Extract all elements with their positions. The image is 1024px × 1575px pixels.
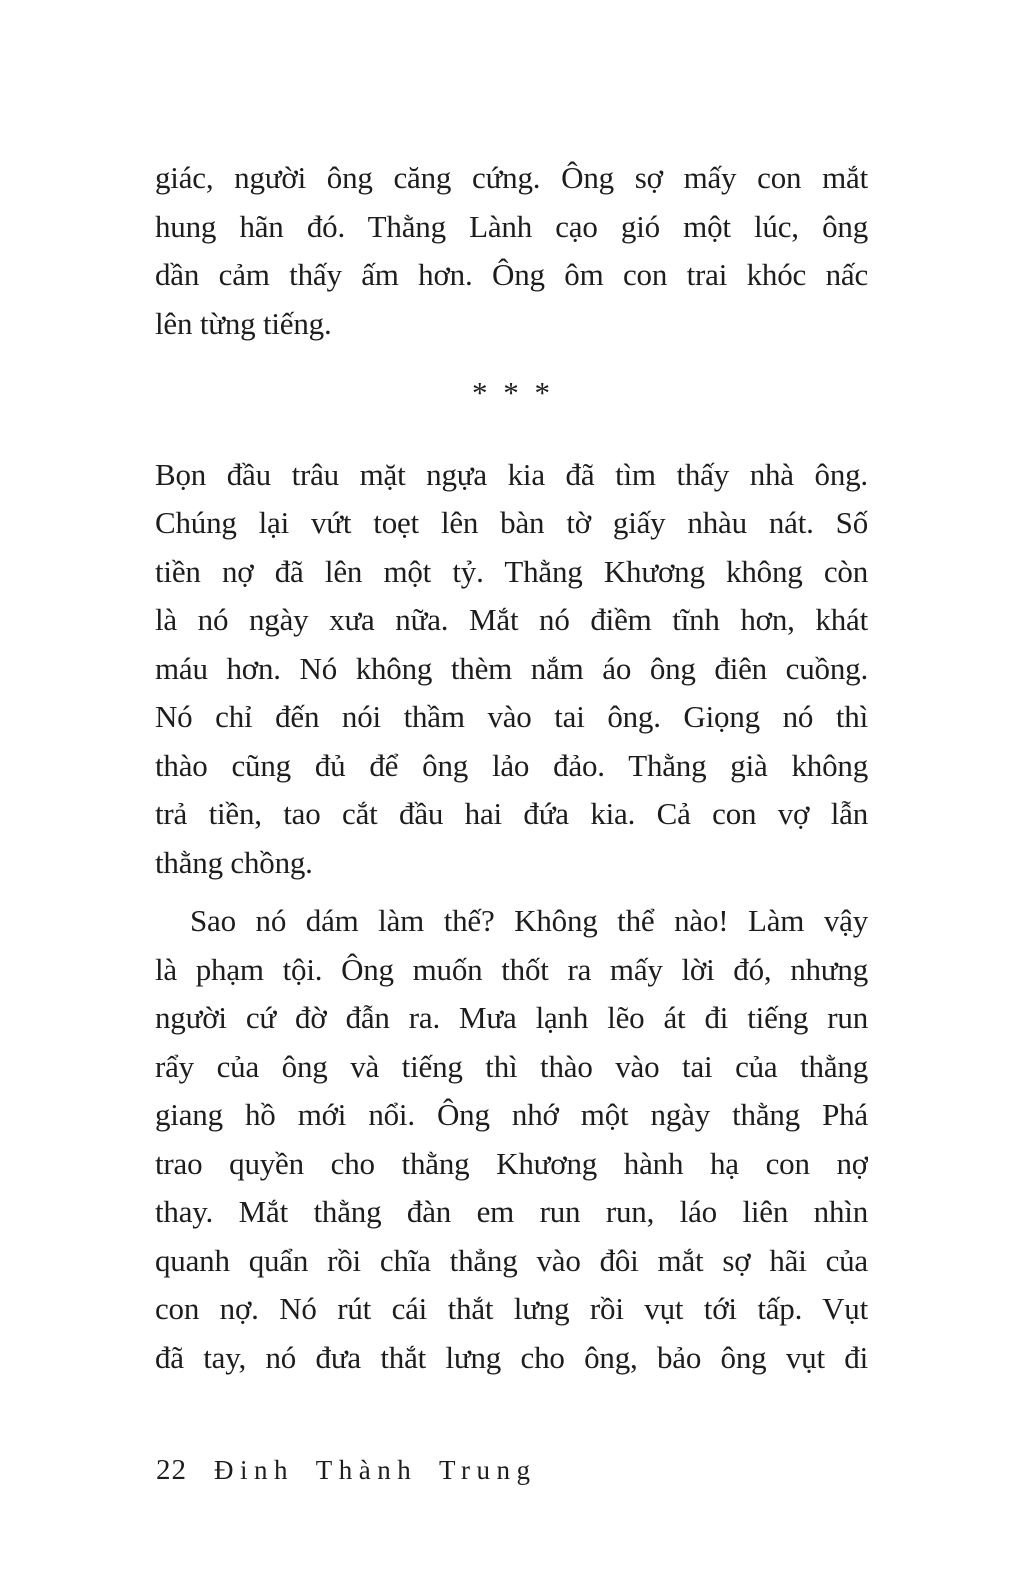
text-line: người cứ đờ đẫn ra. Mưa lạnh lẽo át đi tiếng run	[155, 1000, 868, 1035]
text-line: Sao nó dám làm thế? Không thể nào! Làm vậy	[190, 903, 868, 938]
text-line: máu hơn. Nó không thèm nắm áo ông điên cuồng.	[155, 650, 868, 686]
text-line: thào cũng đủ để ông lảo đảo. Thằng già không	[155, 747, 868, 783]
text-line: Nó chỉ đến nói thầm vào tai ông. Giọng nó thì	[155, 699, 868, 734]
text-line: con nợ. Nó rút cái thắt lưng rồi vụt tới tấp. Vụt	[155, 1291, 868, 1326]
text-line: lên từng tiếng.	[155, 305, 332, 341]
text-line: giang hồ mới nổi. Ông nhớ một ngày thằng Phá	[155, 1097, 868, 1132]
text-line: thay. Mắt thằng đàn em run run, láo liên nhìn	[155, 1194, 868, 1229]
text-line: thằng chồng.	[155, 844, 313, 880]
author-name: Đinh Thành Trung	[214, 1455, 537, 1485]
paragraph-continued	[155, 154, 868, 348]
page-number: 22	[156, 1454, 187, 1486]
text-line: là nó ngày xưa nữa. Mắt nó điềm tĩnh hơn, khát	[155, 602, 868, 637]
text-line: hung hãn đó. Thằng Lành cạo gió một lúc, ông	[155, 208, 868, 244]
text-line: giác, người ông căng cứng. Ông sợ mấy con mắt	[155, 160, 868, 195]
text-line: tiền nợ đã lên một tỷ. Thằng Khương không còn	[155, 553, 868, 589]
text-line: quanh quẩn rồi chĩa thẳng vào đôi mắt sợ hãi của	[155, 1242, 868, 1278]
text-line: dần cảm thấy ấm hơn. Ông ôm con trai khóc nấc	[155, 257, 868, 292]
text-line: đã tay, nó đưa thắt lưng cho ông, bảo ông vụt đi	[155, 1339, 868, 1375]
text-line: Bọn đầu trâu mặt ngựa kia đã tìm thấy nhà ông.	[155, 456, 868, 492]
text-line: rẩy của ông và tiếng thì thào vào tai của thằng	[155, 1048, 868, 1084]
paragraph	[155, 897, 868, 1382]
text-line: trao quyền cho thằng Khương hành hạ con nợ	[155, 1145, 868, 1181]
text-line: trả tiền, tao cắt đầu hai đứa kia. Cả con vợ lẫn	[155, 796, 868, 831]
section-separator: * * *	[472, 375, 551, 410]
text-line: Chúng lại vứt toẹt lên bàn tờ giấy nhàu nát. Số	[155, 505, 868, 540]
page-footer	[156, 1452, 537, 1488]
paragraph	[155, 451, 868, 888]
text-line: là phạm tội. Ông muốn thốt ra mấy lời đó, nhưng	[155, 951, 868, 987]
page-text-block	[155, 154, 868, 1382]
